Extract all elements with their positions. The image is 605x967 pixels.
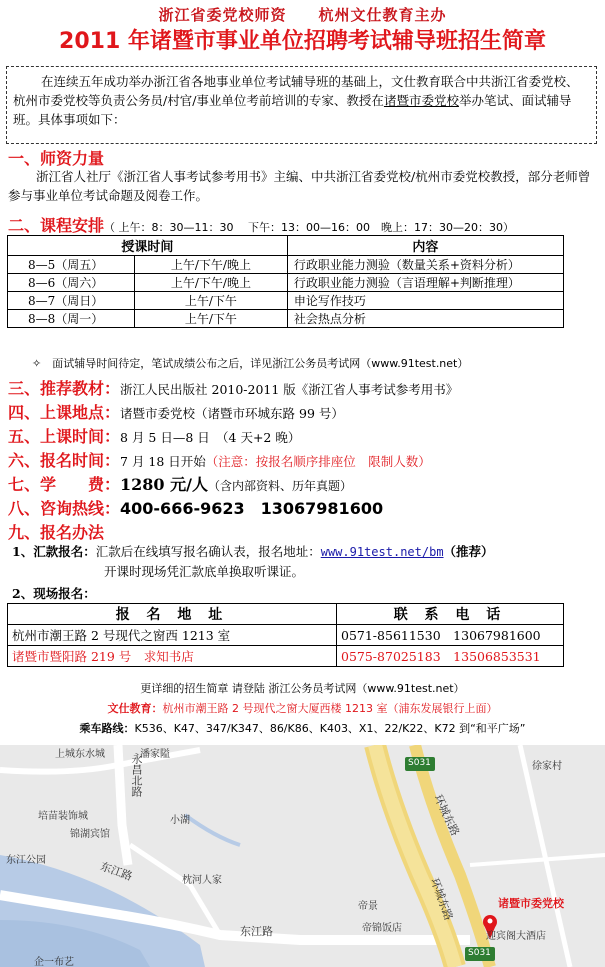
section-hotline	[8, 496, 383, 519]
schedule-slot: 上午/下午	[135, 310, 288, 328]
remit-recommend: （推荐）	[443, 544, 494, 559]
map-route-badge: S031	[468, 948, 491, 958]
signup-time-label: 六、报名时间：	[8, 451, 121, 470]
company-text: 杭州市潮王路 2 号现代之窗大厦西楼 1213 室（浦东发展银行上面）	[162, 702, 498, 715]
map-label: 培苗装饰城	[38, 811, 88, 822]
company-label: 文仕教育：	[107, 702, 163, 715]
onsite-table	[7, 603, 564, 667]
remit-line2: 开课时现场凭汇款底单换取听课证。	[104, 564, 305, 579]
section-class-time	[8, 424, 300, 447]
onsite-address: 诸暨市暨阳路 219 号 求知书店	[8, 646, 337, 667]
location-label: 四、上课地点：	[8, 403, 121, 422]
schedule-header-time: 授课时间	[8, 236, 288, 256]
table-row	[8, 256, 564, 274]
interview-note: ✧ 面试辅导时间待定，笔试成绩公布之后，详见浙江公务员考试网（www.91test.net）	[32, 357, 469, 370]
section-fee	[8, 472, 352, 495]
remit-text: 汇款后在线填写报名确认表，报名地址：	[95, 544, 321, 559]
remit-label: 1、汇款报名：	[12, 544, 96, 559]
textbook-label: 三、推荐教材：	[8, 379, 121, 398]
map-label: 帝锦饭店	[362, 923, 402, 934]
map-label: 企一布艺	[34, 957, 74, 967]
map-label: 环城东路	[431, 792, 462, 838]
map-label: 环城东路	[427, 876, 456, 923]
hotline-value: 400-666-9623 13067981600	[120, 499, 384, 518]
map-label: 东江路	[240, 925, 273, 938]
schedule-slot: 上午/下午/晚上	[135, 256, 288, 274]
map-label: 徐家村	[532, 761, 562, 772]
bus-line	[0, 720, 605, 736]
table-row	[8, 625, 564, 646]
section-signup-method-title: 九、报名办法	[8, 523, 105, 542]
onsite-label: 2、现场报名：	[12, 586, 96, 601]
schedule-content: 行政职业能力测验（数量关系+资料分析）	[287, 256, 563, 274]
intro-text-1: 在连续五年成功举办浙江省各地事业单位考试辅导班的基础上，文仕教育联合中共浙江省委党校、杭州市委党校等负责公务员/村官/事业单位考前培训的专家、教授在	[13, 74, 579, 108]
map-label: 锦湖宾馆	[70, 829, 110, 840]
fee-label: 七、学 费：	[8, 475, 121, 494]
section-schedule-times: （ 上午：8：30—11：30 下午：13：00—16：00 晚上：17：30—20：30）	[104, 221, 514, 234]
onsite-header-address: 报 名 地 址	[8, 604, 337, 625]
location-value: 诸暨市委党校（诸暨市环城东路 99 号）	[120, 406, 344, 421]
table-row	[8, 646, 564, 667]
onsite-phone: 0571-85611530 13067981600	[337, 625, 564, 646]
schedule-table	[7, 235, 564, 328]
fee-value: 1280 元/人	[120, 475, 208, 494]
schedule-content: 行政职业能力测验（言语理解+判断推理）	[287, 274, 563, 292]
section-teachers-body: 浙江省人社厅《浙江省人事考试参考用书》主编、中共浙江省委党校/杭州市委党校教授，部分老师曾参与事业单位考试命题及阅卷工作。	[8, 169, 591, 203]
section-teachers-title: 一、师资力量	[8, 149, 105, 168]
map-label: 永昌北路	[130, 753, 143, 797]
intro-box	[6, 66, 597, 144]
map-label: 东江路	[98, 859, 135, 884]
table-row	[8, 292, 564, 310]
table-row	[8, 310, 564, 328]
remit-link[interactable]: www.91test.net/bm	[320, 545, 444, 559]
bus-text: K536、K47、347/K347、86/K86、K403、X1、22/K22、K72 到“和平广场”	[134, 722, 526, 735]
textbook-value: 浙江人民出版社 2010-2011 版《浙江省人事考试参考用书》	[120, 382, 459, 397]
section-schedule-heading	[8, 213, 514, 236]
map-label: 东江公园	[6, 855, 46, 866]
intro-text-2: 举办笔试、面试辅导班。具体事项如下：	[13, 93, 572, 127]
map-label: 小湖	[170, 815, 190, 826]
schedule-header-content: 内容	[287, 236, 563, 256]
schedule-date: 8—8（周一）	[8, 310, 135, 328]
section-schedule-title: 二、课程安排	[8, 216, 105, 235]
section-textbook	[8, 376, 458, 399]
signup-time-note: （注意：按报名顺序排座位 限制人数）	[205, 454, 431, 469]
organizer-line: 浙江省委党校师资 杭州文仕教育主办	[158, 6, 447, 24]
schedule-slot: 上午/下午/晚上	[135, 274, 288, 292]
schedule-content: 申论写作技巧	[287, 292, 563, 310]
signup-time-value: 7 月 18 日开始	[120, 454, 206, 469]
map-label: 迎宾阁大酒店	[486, 931, 546, 942]
class-time-label: 五、上课时间：	[8, 427, 121, 446]
fee-note: （含内部资料、历年真题）	[207, 479, 352, 493]
onsite-header-phone: 联 系 电 话	[337, 604, 564, 625]
map-label: 潘家隘	[140, 749, 170, 760]
schedule-date: 8—5（周五）	[8, 256, 135, 274]
company-line	[0, 700, 605, 716]
map-target-label: 诸暨市委党校	[498, 897, 564, 910]
table-row	[8, 274, 564, 292]
schedule-slot: 上午/下午	[135, 292, 288, 310]
onsite-phone: 0575-87025183 13506853531	[337, 646, 564, 667]
map-route-badge: S031	[408, 758, 431, 768]
section-location	[8, 400, 344, 423]
hotline-label: 八、咨询热线：	[8, 499, 121, 518]
map-label: 上城东水城	[55, 749, 105, 760]
map-label: 枕河人家	[182, 875, 222, 886]
page-title: 2011 年诸暨市事业单位招聘考试辅导班招生简章	[59, 29, 546, 54]
bus-label: 乘车路线：	[79, 722, 135, 735]
schedule-date: 8—7（周日）	[8, 292, 135, 310]
map-label: 帝景	[358, 901, 378, 912]
onsite-header-row	[8, 604, 564, 625]
section-signup-time	[8, 448, 431, 471]
intro-location-link: 诸暨市委党校	[383, 93, 459, 108]
schedule-date: 8—6（周六）	[8, 274, 135, 292]
remit-signup-line	[12, 542, 494, 560]
location-map[interactable]	[0, 745, 605, 967]
schedule-content: 社会热点分析	[287, 310, 563, 328]
onsite-address: 杭州市潮王路 2 号现代之窗西 1213 室	[8, 625, 337, 646]
schedule-header-row	[8, 236, 564, 256]
more-info-line: 更详细的招生简章 请登陆 浙江公务员考试网（www.91test.net）	[140, 682, 465, 695]
class-time-value: 8 月 5 日—8 日 （4 天+2 晚）	[120, 430, 301, 445]
